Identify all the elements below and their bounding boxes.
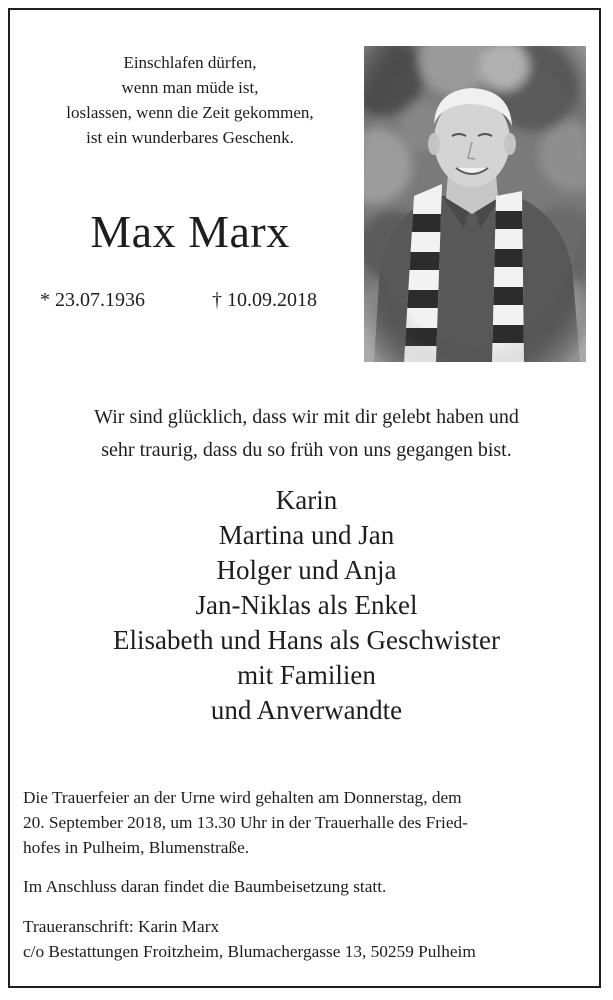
poem-line: loslassen, wenn die Zeit gekommen,	[66, 103, 314, 122]
mourner-line: Holger und Anja	[216, 555, 397, 585]
mourner-line: Martina und Jan	[218, 520, 395, 550]
ceremony-line: hofes in Pulheim, Blumenstraße.	[23, 838, 250, 857]
intro-line: Wir sind glücklich, dass wir mit dir gelebt haben und	[94, 406, 519, 428]
mourner-line: Jan-Niklas als Enkel	[195, 590, 418, 620]
mourner-line: Karin	[275, 485, 338, 515]
deceased-name: Max Marx	[90, 206, 290, 257]
portrait-photo	[364, 46, 586, 362]
mourner-line: Elisabeth und Hans als Geschwister	[113, 625, 500, 655]
address-line: Traueranschrift: Karin Marx	[23, 917, 220, 936]
death-date: † 10.09.2018	[212, 289, 317, 311]
poem-line: ist ein wunderbares Geschenk.	[86, 128, 294, 147]
ceremony-line: Die Trauerfeier an der Urne wird gehalten am Donnerstag, dem	[23, 788, 462, 807]
intro-line: sehr traurig, dass du so früh von uns gegangen bist.	[101, 439, 512, 461]
mourning-address	[23, 914, 588, 964]
ceremony-line: 20. September 2018, um 13.30 Uhr in der Trauerhalle des Fried-	[23, 813, 468, 832]
mourner-line: mit Familien	[237, 660, 376, 690]
burial-info	[23, 874, 588, 899]
ceremony-info	[23, 785, 588, 860]
poem-line: Einschlafen dürfen,	[123, 53, 257, 72]
mourner-line: und Anverwandte	[210, 695, 403, 725]
intro-text	[20, 401, 593, 467]
address-line: c/o Bestattungen Froitzheim, Blumachergasse 13, 50259 Pulheim	[23, 942, 476, 961]
mourners-list	[20, 483, 593, 728]
poem-line: wenn man müde ist,	[121, 78, 259, 97]
burial-line: Im Anschluss daran findet die Baumbeisetzung statt.	[23, 877, 387, 896]
birth-date: * 23.07.1936	[40, 289, 145, 311]
poem	[20, 50, 360, 150]
